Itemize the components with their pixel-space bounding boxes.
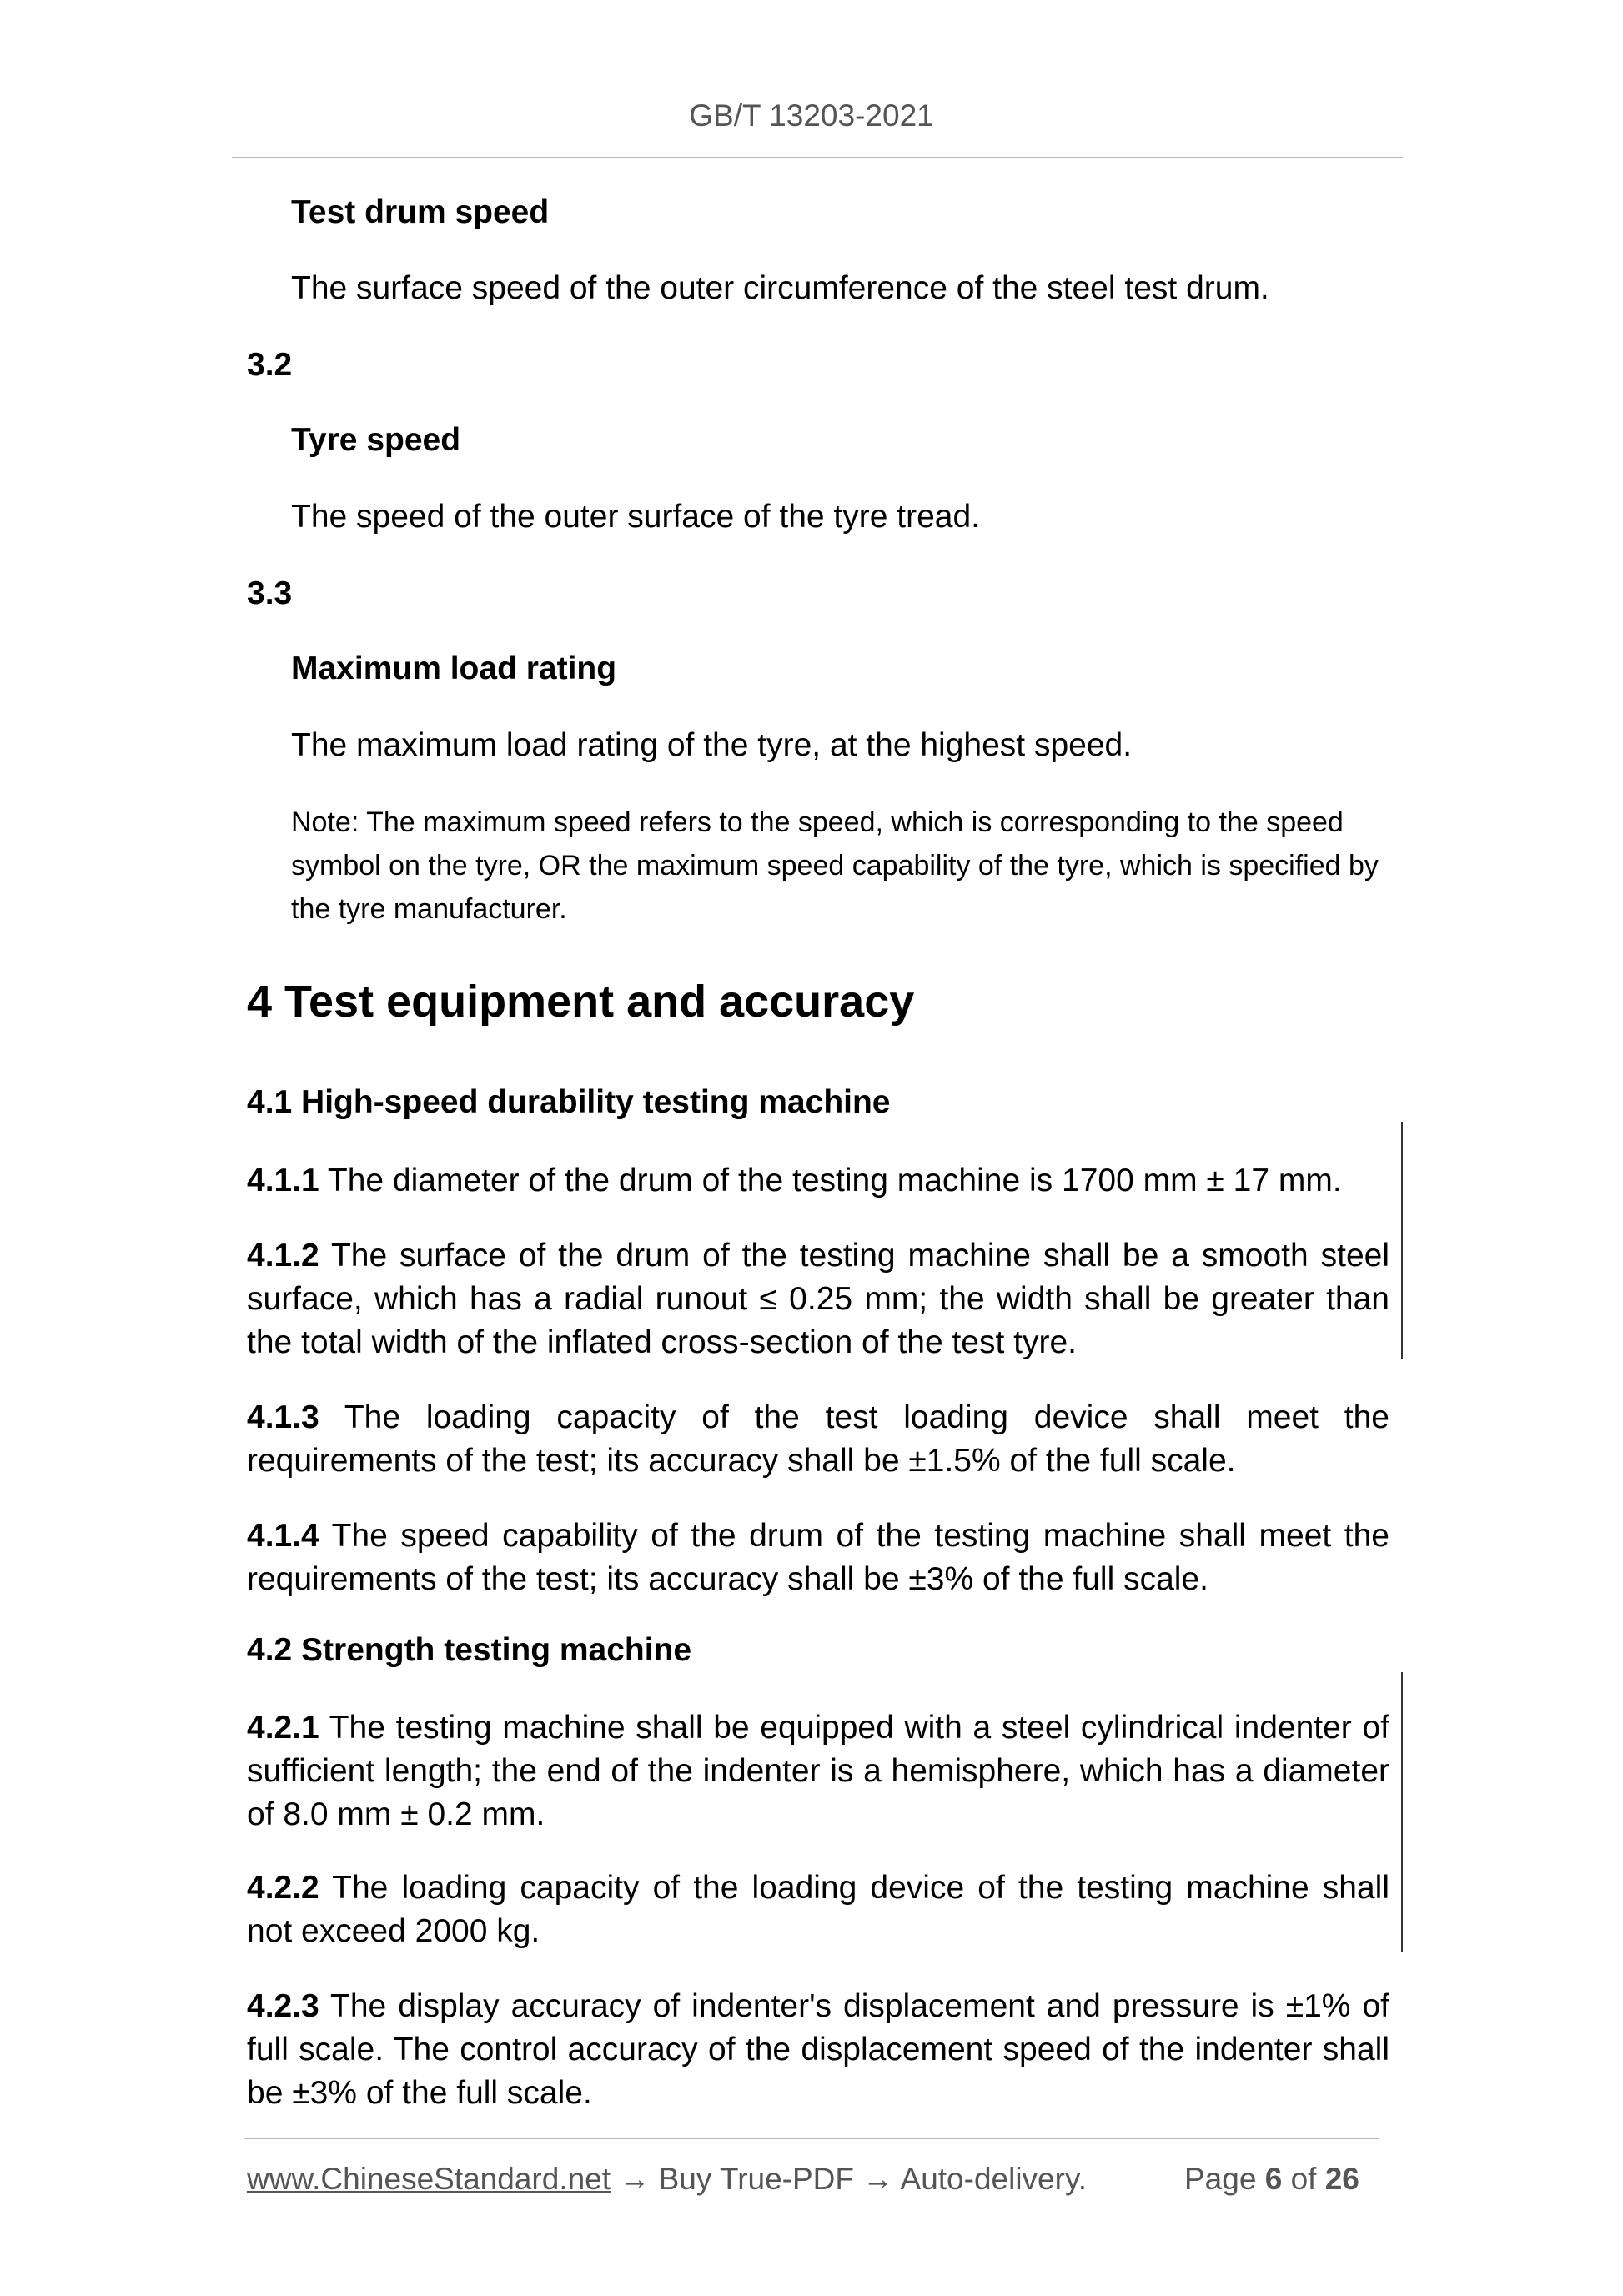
subsection-heading: 4.1 High-speed durability testing machine [247, 1084, 891, 1120]
clause-number: 4.1.1 [247, 1163, 319, 1198]
footer-tagline: → Buy True-PDF → Auto-delivery. [611, 2162, 1087, 2196]
clause-text: The loading capacity of the test loading device shall meet the requirements of the test; its accuracy shall be ±1.5% of the full scale. [247, 1399, 1389, 1479]
section-heading: 4 Test equipment and accuracy [247, 977, 915, 1027]
clause-text: The display accuracy of indenter's displacement and pressure is ±1% of full scale. The control accuracy of the displacement speed of the indenter shall be ±3% of the full scale. [247, 1988, 1389, 2111]
clause-text: The speed capability of the drum of the testing machine shall meet the requirements of the test; its accuracy shall be ±3% of the full scale. [247, 1518, 1389, 1597]
clause-number: 4.1.3 [247, 1399, 319, 1435]
clause-number: 4.1.4 [247, 1518, 319, 1554]
clause-paragraph [247, 1866, 1389, 1953]
clause-text: The diameter of the drum of the testing machine is 1700 mm ± 17 mm. [327, 1163, 1342, 1198]
clause-paragraph [247, 1515, 1389, 1601]
clause-paragraph [247, 1985, 1389, 2115]
term-title: Tyre speed [291, 422, 461, 458]
clause-number: 4.1.2 [247, 1238, 319, 1274]
clause-text: The surface of the drum of the testing machine shall be a smooth steel surface, which has a radial runout ≤ 0.25 mm; the width shall be greater than the total width of the inflated cross-section of the test tyre. [247, 1238, 1389, 1360]
website-link[interactable]: www.ChineseStandard.net [247, 2162, 611, 2196]
clause-number: 4.2.1 [247, 1710, 319, 1746]
footer-left [247, 2162, 1087, 2197]
clause-number: 4.2.3 [247, 1988, 319, 2024]
clause-text: The testing machine shall be equipped with a steel cylindrical indenter of sufficient length; the end of the indenter is a hemisphere, which has a diameter of 8.0 mm ± 0.2 mm. [247, 1710, 1389, 1832]
term-title: Maximum load rating [291, 651, 617, 686]
page-number: 6 [1264, 2162, 1283, 2196]
page-label: Page [1184, 2162, 1257, 2196]
clause-paragraph [247, 1234, 1389, 1364]
term-number: 3.2 [247, 347, 293, 383]
footer-rule [244, 2138, 1379, 2139]
clause-number: 4.2.2 [247, 1870, 319, 1906]
term-definition: The maximum load rating of the tyre, at the highest speed. [291, 727, 1133, 763]
term-definition: The surface speed of the outer circumference of the steel test drum. [291, 270, 1269, 306]
header-rule [232, 157, 1403, 158]
clause-paragraph [247, 1706, 1389, 1836]
of-label: of [1290, 2162, 1317, 2196]
subsection-heading: 4.2 Strength testing machine [247, 1632, 692, 1668]
clause-text: The loading capacity of the loading device of the testing machine shall not exceed 2000 kg. [247, 1870, 1389, 1949]
document-id-header: GB/T 13203-2021 [689, 98, 934, 133]
term-definition: The speed of the outer surface of the tyre tread. [291, 499, 980, 535]
clause-paragraph [247, 1396, 1389, 1483]
term-note: Note: The maximum speed refers to the speed, which is corresponding to the speed symbol on the tyre, OR the maximum speed capability of the tyre, which is specified by the tyre manufacturer. [291, 806, 1379, 925]
revision-bar [1401, 1672, 1403, 1952]
clause-paragraph [247, 1159, 1389, 1203]
revision-bar [1401, 1122, 1403, 1359]
term-number: 3.3 [247, 575, 293, 611]
page-total: 26 [1324, 2162, 1359, 2196]
term-title: Test drum speed [291, 194, 550, 230]
page-indicator [1184, 2162, 1359, 2197]
